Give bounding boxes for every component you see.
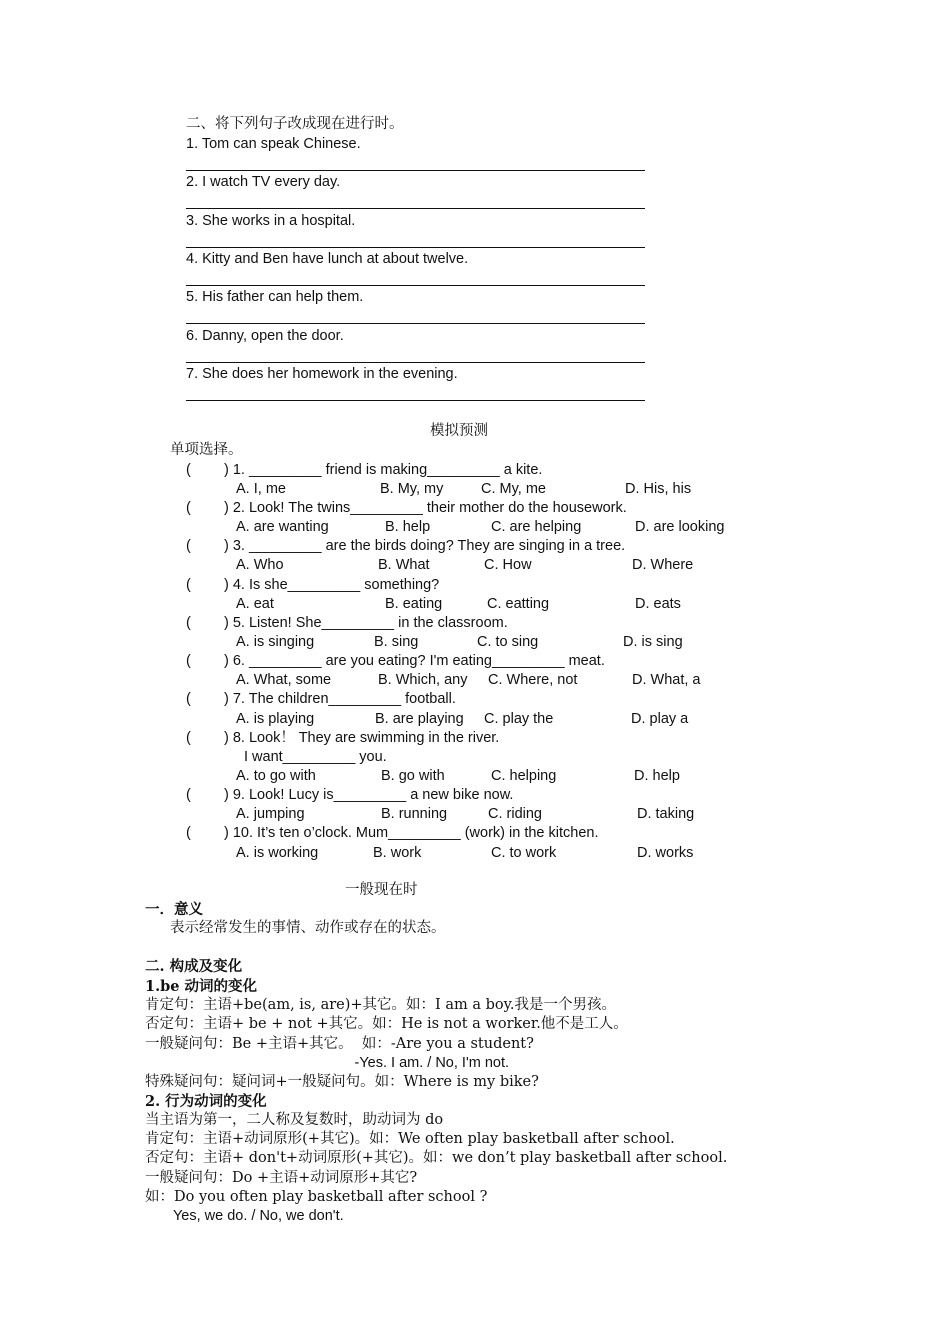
rewrite-item: 7. She does her homework in the evening.: [186, 366, 458, 382]
question-stem: ) 3. _________ are the birds doing? They are singing in a tree.: [224, 538, 626, 554]
meaning-heading: 一．意义: [145, 901, 203, 918]
option-d: D. His, his: [625, 481, 692, 497]
option-c: C. play the: [484, 711, 554, 727]
structure-heading: 二. 构成及变化: [145, 958, 243, 975]
answer-line: [186, 362, 645, 363]
answer-paren: (: [186, 462, 191, 478]
option-b: B. go with: [381, 768, 445, 784]
rewrite-item: 4. Kitty and Ben have lunch at about twelve.: [186, 251, 469, 267]
option-c: C. to work: [491, 845, 557, 861]
answer-paren: (: [186, 538, 191, 554]
answer-paren: (: [186, 615, 191, 631]
action-verb-heading: 2. 行为动词的变化: [145, 1093, 267, 1110]
question-stem-continued: I want_________ you.: [244, 749, 387, 765]
mock-subtitle: 单项选择。: [170, 442, 243, 458]
question-stem: ) 4. Is she_________ something?: [224, 577, 440, 593]
option-b: B. My, my: [380, 481, 444, 497]
option-d: D. are looking: [635, 519, 725, 535]
option-d: D. play a: [631, 711, 689, 727]
option-d: D. taking: [637, 806, 695, 822]
option-d: D. is sing: [623, 634, 683, 650]
question-stem: ) 8. Look！ They are swimming in the river.: [224, 730, 500, 746]
option-a: A. jumping: [236, 806, 305, 822]
verb-line: Yes, we do. / No, we don't.: [145, 1208, 344, 1224]
answer-line: [186, 323, 645, 324]
option-b: B. sing: [374, 634, 419, 650]
be-line: 特殊疑问句：疑问词+一般疑问句。如：Where is my bike?: [145, 1074, 539, 1090]
answer-paren: (: [186, 577, 191, 593]
option-c: C. to sing: [477, 634, 539, 650]
answer-paren: (: [186, 500, 191, 516]
option-b: B. help: [385, 519, 431, 535]
option-c: C. are helping: [491, 519, 582, 535]
meaning-text: 表示经常发生的事情、动作或存在的状态。: [170, 920, 446, 936]
option-c: C. Where, not: [488, 672, 578, 688]
be-line: -Yes. I am. / No, I'm not.: [145, 1055, 510, 1071]
option-a: A. is playing: [236, 711, 315, 727]
be-line: 一般疑问句：Be +主语+其它。 如：-Are you a student?: [145, 1036, 534, 1052]
option-d: D. What, a: [632, 672, 701, 688]
rewrite-item: 6. Danny, open the door.: [186, 328, 344, 344]
option-d: D. help: [634, 768, 680, 784]
answer-paren: (: [186, 691, 191, 707]
be-verb-heading: 1.be 动词的变化: [145, 978, 258, 995]
option-a: A. are wanting: [236, 519, 329, 535]
option-c: C. How: [484, 557, 532, 573]
answer-paren: (: [186, 730, 191, 746]
rewrite-item: 2. I watch TV every day.: [186, 174, 341, 190]
option-c: C. eatting: [487, 596, 550, 612]
verb-line: 当主语为第一，二人称及复数时，助动词为 do: [145, 1112, 444, 1128]
option-d: D. Where: [632, 557, 694, 573]
option-b: B. work: [373, 845, 422, 861]
answer-paren: (: [186, 825, 191, 841]
question-stem: ) 6. _________ are you eating? I'm eating_________ meat.: [224, 653, 605, 669]
question-stem: ) 2. Look! The twins_________ their mother do the housework.: [224, 500, 627, 516]
option-b: B. running: [381, 806, 448, 822]
be-line: 肯定句：主语+be(am, is, are)+其它。如：I am a boy.我是一个男孩。: [145, 997, 617, 1013]
verb-line: 肯定句：主语+动词原形(+其它)。如：We often play basketball after school.: [145, 1131, 675, 1147]
verb-line: 一般疑问句：Do +主语+动词原形+其它?: [145, 1170, 418, 1186]
option-b: B. What: [378, 557, 430, 573]
option-b: B. eating: [385, 596, 443, 612]
option-c: C. riding: [488, 806, 542, 822]
answer-line: [186, 170, 645, 171]
be-line: 否定句：主语+ be + not +其它。如：He is not a worker.他不是工人。: [145, 1016, 628, 1032]
option-b: B. Which, any: [378, 672, 468, 688]
section2-heading: 二、将下列句子改成现在进行时。: [186, 116, 404, 132]
rewrite-item: 3. She works in a hospital.: [186, 213, 356, 229]
option-b: B. are playing: [375, 711, 464, 727]
question-stem: ) 10. It’s ten o’clock. Mum_________ (work) in the kitchen.: [224, 825, 599, 841]
option-c: C. helping: [491, 768, 557, 784]
option-d: D. eats: [635, 596, 681, 612]
answer-line: [186, 400, 645, 401]
option-a: A. What, some: [236, 672, 332, 688]
question-stem: ) 9. Look! Lucy is_________ a new bike now.: [224, 787, 514, 803]
answer-paren: (: [186, 787, 191, 803]
option-a: A. is singing: [236, 634, 315, 650]
answer-line: [186, 285, 645, 286]
answer-line: [186, 208, 645, 209]
question-stem: ) 1. _________ friend is making_________ a kite.: [224, 462, 543, 478]
option-c: C. My, me: [481, 481, 546, 497]
option-a: A. eat: [236, 596, 274, 612]
rewrite-item: 1. Tom can speak Chinese.: [186, 136, 361, 152]
option-a: A. Who: [236, 557, 284, 573]
option-a: A. to go with: [236, 768, 316, 784]
verb-line: 否定句：主语+ don't+动词原形(+其它)。如：we don’t play basketball after school.: [145, 1150, 728, 1166]
present-title: 一般现在时: [345, 882, 418, 898]
option-a: A. I, me: [236, 481, 286, 497]
question-stem: ) 5. Listen! She_________ in the classroom.: [224, 615, 508, 631]
question-stem: ) 7. The children_________ football.: [224, 691, 456, 707]
rewrite-item: 5. His father can help them.: [186, 289, 364, 305]
mock-title: 模拟预测: [430, 423, 488, 439]
answer-paren: (: [186, 653, 191, 669]
option-a: A. is working: [236, 845, 319, 861]
answer-line: [186, 247, 645, 248]
option-d: D. works: [637, 845, 694, 861]
verb-line: 如：Do you often play basketball after school ?: [145, 1189, 488, 1205]
